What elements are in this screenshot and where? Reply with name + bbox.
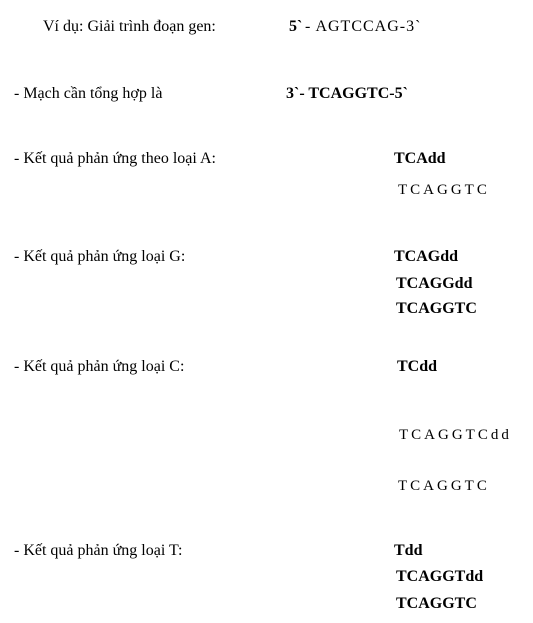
reaction-g-result-3: TCAGGTC bbox=[396, 300, 477, 317]
template-strand-value: 3`- TCAGGTC-5` bbox=[286, 85, 408, 102]
reaction-g-result-1: TCAGdd bbox=[394, 248, 459, 265]
reaction-c-result-1: TCdd bbox=[397, 358, 438, 375]
reaction-c-result-3: TCAGGTC bbox=[398, 478, 490, 494]
reaction-t-result-3: TCAGGTC bbox=[396, 595, 477, 612]
reaction-t-label: - Kết quả phản ứng loại T: bbox=[14, 542, 183, 559]
reaction-a-result-1: TCAdd bbox=[394, 150, 446, 167]
example-sequence: - AGTCCAG-3` bbox=[305, 18, 422, 35]
example-5-prime: 5` bbox=[289, 18, 303, 35]
reaction-a-result-2: TCAGGTC bbox=[398, 182, 490, 198]
template-strand-label: - Mạch cần tổng hợp là bbox=[14, 85, 163, 102]
reaction-c-label: - Kết quả phản ứng loại C: bbox=[14, 358, 185, 375]
example-label: Ví dụ: Giải trình đoạn gen: bbox=[43, 18, 216, 35]
reaction-g-result-2: TCAGGdd bbox=[396, 275, 473, 292]
reaction-t-result-1: Tdd bbox=[394, 542, 423, 559]
reaction-c-result-2: TCAGGTCdd bbox=[399, 427, 512, 443]
reaction-g-label: - Kết quả phản ứng loại G: bbox=[14, 248, 186, 265]
reaction-t-result-2: TCAGGTdd bbox=[396, 568, 484, 585]
reaction-a-label: - Kết quả phản ứng theo loại A: bbox=[14, 150, 216, 167]
